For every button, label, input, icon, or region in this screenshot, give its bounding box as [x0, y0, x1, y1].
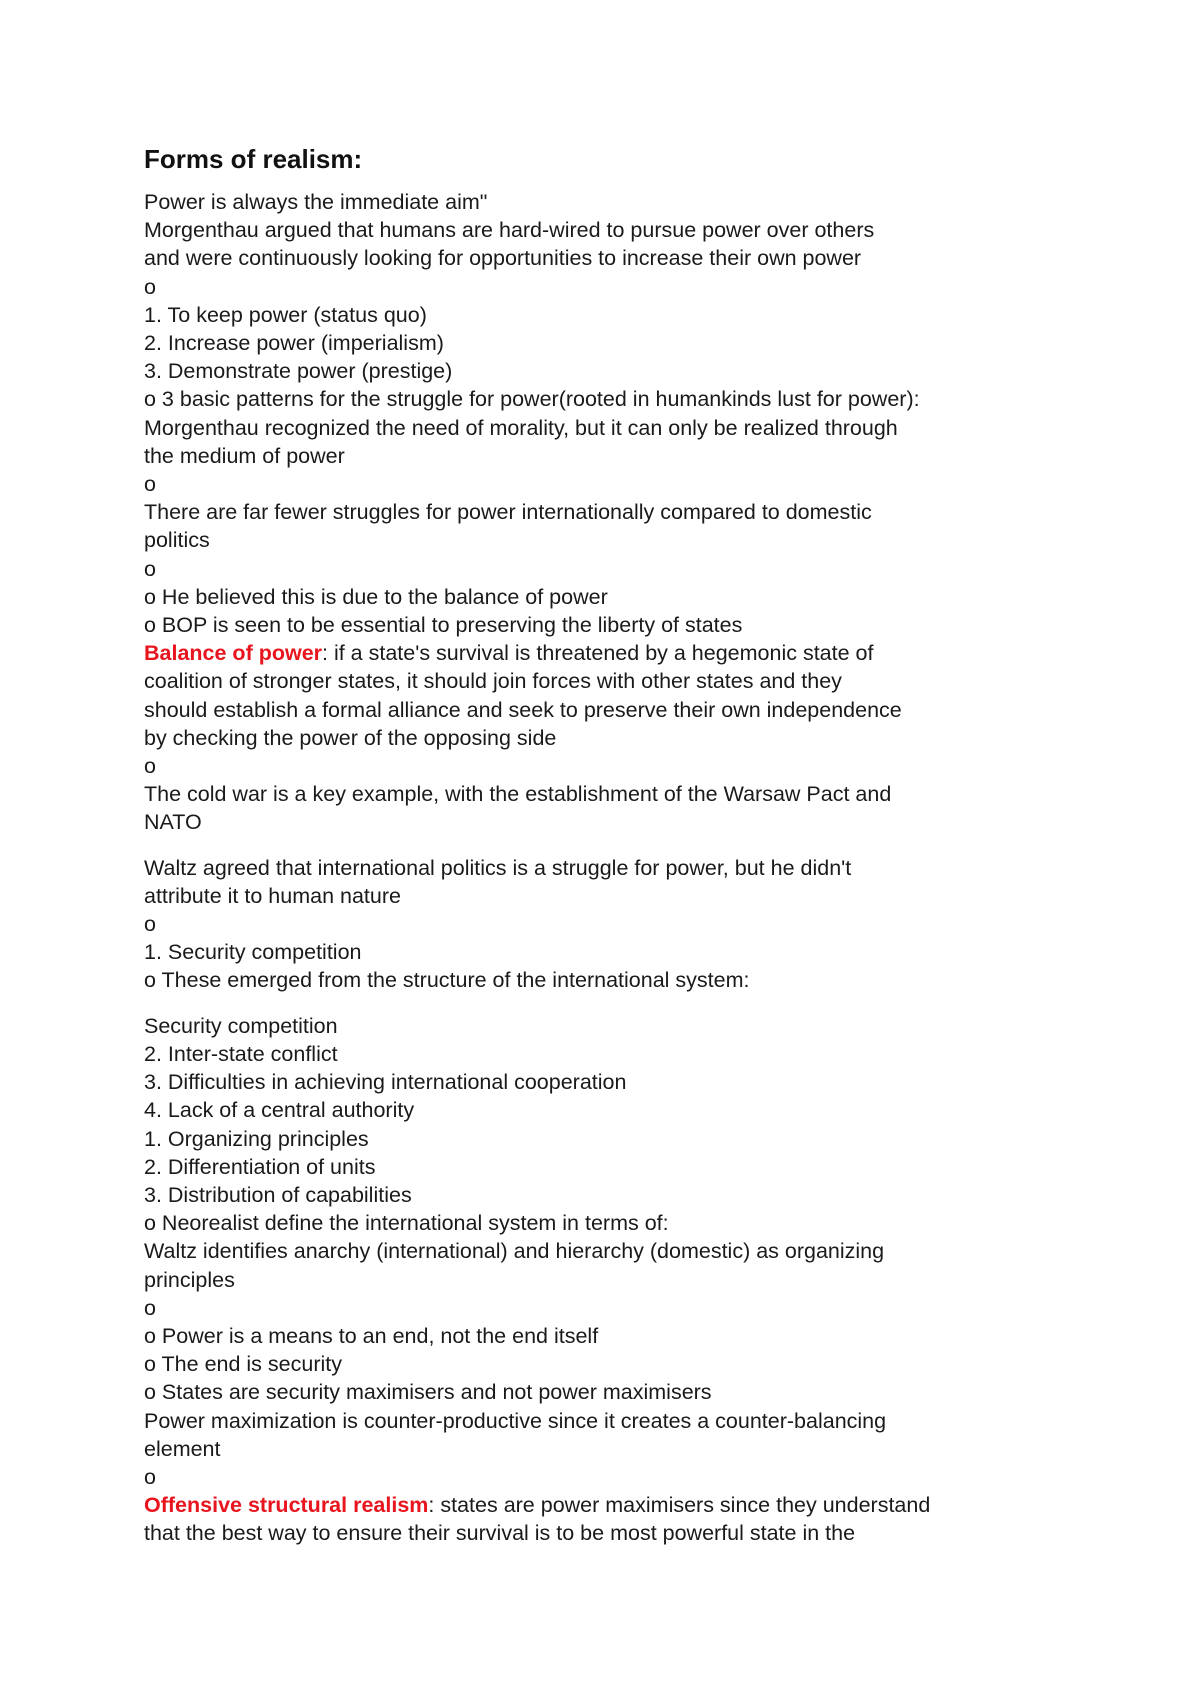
text-line: Waltz agreed that international politics is a struggle for power, but he didn't	[144, 855, 852, 880]
text-line: 1. Organizing principles	[144, 1126, 369, 1151]
text-line: 1. To keep power (status quo)	[144, 302, 427, 327]
term-definition: : if a state's survival is threatened by a hegemonic state of	[322, 641, 874, 666]
text-line: The cold war is a key example, with the establishment of the Warsaw Pact and	[144, 782, 892, 807]
text-line: o The end is security	[144, 1352, 342, 1377]
text-line: 3. Demonstrate power (prestige)	[144, 359, 453, 384]
text-line: o States are security maximisers and not power maximisers	[144, 1380, 712, 1405]
text-line: o	[144, 754, 156, 779]
text-line: 2. Inter-state conflict	[144, 1041, 338, 1066]
document-title: Forms of realism:	[144, 144, 363, 174]
text-line: by checking the power of the opposing side	[144, 725, 557, 750]
document-text	[144, 188, 1064, 1548]
text-line: o	[144, 1464, 156, 1489]
text-line: o He believed this is due to the balance of power	[144, 584, 608, 609]
text-line: element	[144, 1436, 221, 1461]
text-line: o	[144, 556, 156, 581]
text-line: o These emerged from the structure of the international system:	[144, 968, 750, 993]
text-line: o	[144, 274, 156, 299]
text-line: that the best way to ensure their survival is to be most powerful state in the	[144, 1521, 856, 1546]
text-line: 2. Increase power (imperialism)	[144, 331, 444, 356]
text-line: 1. Security competition	[144, 940, 362, 965]
highlighted-term: Offensive structural realism	[144, 1493, 429, 1518]
text-line: Morgenthau recognized the need of morality, but it can only be realized through	[144, 415, 898, 440]
text-line: attribute it to human nature	[144, 883, 401, 908]
text-line: 3. Difficulties in achieving international cooperation	[144, 1070, 627, 1095]
text-line: o 3 basic patterns for the struggle for power(rooted in humankinds lust for power):	[144, 387, 920, 412]
text-line: o BOP is seen to be essential to preserving the liberty of states	[144, 613, 743, 638]
text-line: Security competition	[144, 1013, 338, 1038]
term-definition: : states are power maximisers since they understand	[428, 1493, 931, 1518]
text-line: NATO	[144, 810, 202, 835]
text-line	[144, 639, 1064, 667]
text-line: the medium of power	[144, 443, 345, 468]
text-line: 3. Distribution of capabilities	[144, 1182, 412, 1207]
text-line: Power maximization is counter-productive since it creates a counter-balancing	[144, 1408, 887, 1433]
text-line: 2. Differentiation of units	[144, 1154, 376, 1179]
text-line: o	[144, 472, 156, 497]
text-line: There are far fewer struggles for power internationally compared to domestic	[144, 500, 872, 525]
text-line: principles	[144, 1267, 235, 1292]
text-line: should establish a formal alliance and seek to preserve their own independence	[144, 697, 902, 722]
document-body	[144, 142, 1064, 1548]
text-line: politics	[144, 528, 210, 553]
text-line: Power is always the immediate aim"	[144, 190, 488, 214]
text-line: Waltz identifies anarchy (international) and hierarchy (domestic) as organizing	[144, 1239, 885, 1264]
text-line	[144, 1491, 1064, 1519]
text-line: o Neorealist define the international system in terms of:	[144, 1211, 669, 1236]
text-line: Morgenthau argued that humans are hard-wired to pursue power over others	[144, 218, 875, 243]
text-line: coalition of stronger states, it should join forces with other states and they	[144, 669, 842, 694]
text-line: o Power is a means to an end, not the end itself	[144, 1323, 599, 1348]
text-line: o	[144, 912, 156, 937]
text-line: and were continuously looking for opportunities to increase their own power	[144, 246, 862, 271]
text-line: o	[144, 1295, 156, 1320]
highlighted-term: Balance of power	[144, 641, 323, 666]
text-line: 4. Lack of a central authority	[144, 1098, 415, 1123]
